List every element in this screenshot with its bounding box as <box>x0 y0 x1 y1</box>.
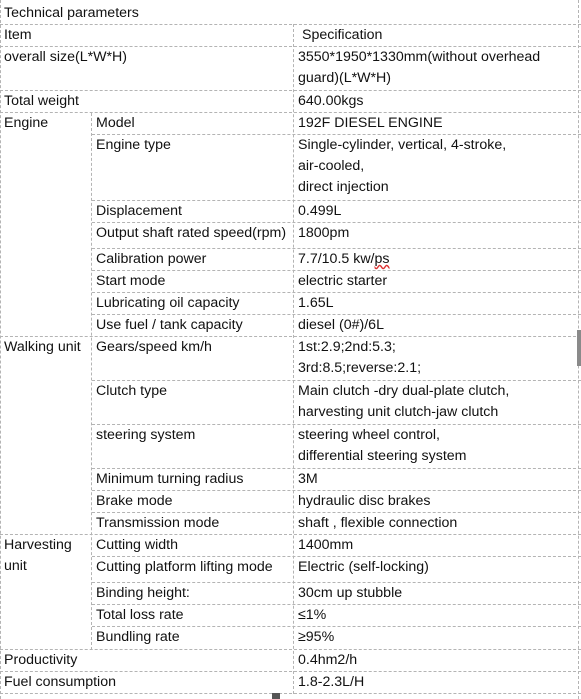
row-specification: air-cooled, <box>298 158 365 174</box>
row-specification: 1st:2.9;2nd:5.3; <box>298 339 396 355</box>
header-specification: Specification <box>302 27 383 43</box>
row-parameter: Clutch type <box>96 383 167 399</box>
row-parameter: Output shaft rated speed(rpm) <box>96 225 287 241</box>
row-specification: ≤1% <box>298 607 327 623</box>
row-parameter: Minimum turning radius <box>96 471 244 487</box>
grid-line <box>0 90 581 91</box>
row-parameter: steering system <box>96 427 196 443</box>
row-specification: hydraulic disc brakes <box>298 493 431 509</box>
row-specification: 3rd:8.5;reverse:2.1; <box>298 360 422 376</box>
grid-line <box>0 649 581 650</box>
row-parameter: Cutting platform lifting mode <box>96 559 273 575</box>
grid-line <box>0 112 581 113</box>
row-parameter: Model <box>96 115 135 131</box>
row-specification: electric starter <box>298 273 388 289</box>
row-specification: diesel (0#)/6L <box>298 317 384 333</box>
row-parameter: Engine type <box>96 137 171 153</box>
row-parameter: Bundling rate <box>96 629 180 645</box>
row-specification: direct injection <box>298 179 389 195</box>
row-specification: 3550*1950*1330mm(without overhead <box>298 49 541 65</box>
row-specification: 30cm up stubble <box>298 585 403 601</box>
row-group-label: overall size(L*W*H) <box>4 49 127 65</box>
row-specification: 7.7/10.5 kw/ps <box>298 251 390 267</box>
spellcheck-underline: ps <box>374 251 390 267</box>
row-group-label: Harvesting <box>4 537 72 553</box>
grid-line <box>0 534 581 535</box>
table-caption: Technical parameters <box>4 5 139 21</box>
row-parameter: Gears/speed km/h <box>96 339 212 355</box>
row-parameter: Transmission mode <box>96 515 220 531</box>
row-group-label: Fuel consumption <box>4 674 116 690</box>
row-specification: differential steering system <box>298 448 467 464</box>
resize-handle-bottom[interactable] <box>272 693 280 699</box>
row-group-label: Total weight <box>4 93 79 109</box>
grid-line <box>0 24 581 25</box>
resize-handle-right[interactable] <box>577 330 581 366</box>
row-specification: 192F DIESEL ENGINE <box>298 115 443 131</box>
row-specification: 1400mm <box>298 537 354 553</box>
row-group-label: unit <box>4 558 27 574</box>
grid-line <box>0 693 581 694</box>
row-specification: 1.8-2.3L/H <box>298 674 365 690</box>
row-parameter: Binding height: <box>96 585 190 601</box>
row-specification: 0.499L <box>298 203 342 219</box>
row-specification: Main clutch -dry dual-plate clutch, <box>298 383 510 399</box>
row-parameter: Cutting width <box>96 537 179 553</box>
grid-line <box>0 336 581 337</box>
row-specification: 1.65L <box>298 295 334 311</box>
row-group-label: Productivity <box>4 652 78 668</box>
row-parameter: Calibration power <box>96 251 207 267</box>
row-parameter: Use fuel / tank capacity <box>96 317 243 333</box>
row-parameter: Displacement <box>96 203 182 219</box>
row-specification: 3M <box>298 471 318 487</box>
row-specification: Electric (self-locking) <box>298 559 429 575</box>
row-specification: harvesting unit clutch-jaw clutch <box>298 404 499 420</box>
row-specification: guard)(L*W*H) <box>298 70 392 86</box>
row-parameter: Lubricating oil capacity <box>96 295 240 311</box>
row-parameter: Total loss rate <box>96 607 184 623</box>
header-item: Item <box>4 27 32 43</box>
row-specification: shaft , flexible connection <box>298 515 458 531</box>
row-parameter: Start mode <box>96 273 166 289</box>
row-specification: steering wheel control, <box>298 427 440 443</box>
row-group-label: Walking unit <box>4 339 81 355</box>
row-specification: 640.00kgs <box>298 93 364 109</box>
row-specification: ≥95% <box>298 629 335 645</box>
row-specification: 0.4hm2/h <box>298 652 358 668</box>
row-group-label: Engine <box>4 115 49 131</box>
row-parameter: Brake mode <box>96 493 173 509</box>
row-specification: 1800pm <box>298 225 350 241</box>
row-specification: Single-cylinder, vertical, 4-stroke, <box>298 137 507 153</box>
